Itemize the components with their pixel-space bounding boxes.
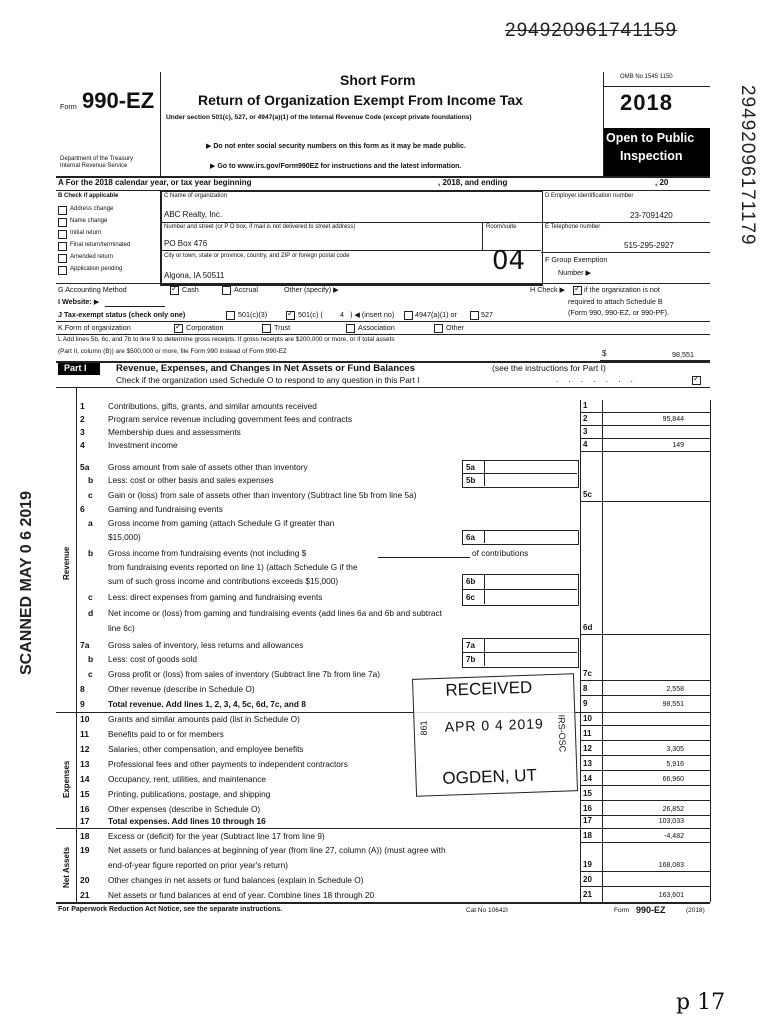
- final-return-label: Final return/terminated: [70, 242, 131, 248]
- received-stamp-title: RECEIVED: [445, 677, 533, 700]
- line-14-amount[interactable]: 66,960: [662, 776, 684, 783]
- amended-return-label: Amended return: [70, 254, 114, 260]
- form-subtitle: Under section 501(c), 527, or 4947(a)(1) of the Internal Revenue Code (except private foundations): [166, 114, 472, 121]
- association-label: Association: [358, 323, 395, 332]
- accrual-label: Accrual: [234, 285, 258, 294]
- line-8-desc: Other revenue (describe in Schedule O): [108, 684, 255, 694]
- footer-form-year: (2018): [686, 907, 705, 914]
- line-6b-desc-tail: of contributions: [472, 548, 529, 558]
- line-7b-box: 7b: [466, 655, 476, 664]
- other-org-checkbox[interactable]: [434, 324, 443, 333]
- scanned-stamp: SCANNED MAY 0 6 2019: [18, 490, 35, 675]
- org-name-value: ABC Realty, Inc.: [164, 210, 223, 219]
- 4947-checkbox[interactable]: [404, 311, 413, 320]
- line-7a-desc: Gross sales of inventory, less returns and allowances: [108, 640, 304, 650]
- trust-label: Trust: [274, 323, 291, 332]
- dept-line1: Department of the Treasury: [60, 156, 134, 162]
- line-2-amount[interactable]: 95,844: [662, 416, 684, 423]
- group-exemption-label: F Group Exemption: [545, 255, 608, 264]
- dept-line2: Internal Revenue Service: [60, 163, 128, 169]
- line-1-number: 1: [80, 401, 85, 411]
- gross-receipts-value: 98,551: [672, 350, 694, 359]
- instruction-website: ▶ Go to www.irs.gov/Form990EZ for instructions and the latest information.: [210, 163, 462, 170]
- received-stamp-side-left: 861: [418, 720, 429, 736]
- website-label: I Website: ▶: [58, 297, 100, 306]
- line-l-currency: $: [602, 349, 607, 358]
- line-2-number: 2: [80, 414, 85, 424]
- group-exemption-number-label: Number ▶: [558, 268, 592, 277]
- line-6-number: 6: [80, 504, 85, 514]
- line-19-amount[interactable]: 168,083: [658, 862, 684, 869]
- line-6-row: [0, 504, 770, 515]
- footer-form-label: Form: [614, 907, 630, 914]
- 501c-insert-label: ) ◀ (insert no): [350, 310, 395, 319]
- line-7a-row: [0, 640, 770, 651]
- line-3-box: 3: [583, 427, 588, 436]
- address-change-label: Address change: [70, 206, 114, 212]
- line-6b-row3: [0, 576, 770, 587]
- line-19-row: [0, 845, 770, 856]
- line-8-number: 8: [80, 684, 85, 694]
- line-6a-input-box[interactable]: [462, 530, 579, 545]
- footer-cat-number: Cat No 10642I: [466, 907, 508, 914]
- phone-value: 515-295-2927: [624, 241, 674, 250]
- received-stamp-date: APR 0 4 2019: [444, 715, 545, 735]
- line-6a-letter: a: [88, 518, 93, 528]
- line-l-text2: (Part II, column (B)) are $500,000 or more, file Form 990 instead of Form 990-EZ: [58, 348, 287, 355]
- line-2-box: 2: [583, 414, 588, 423]
- 501c3-label: 501(c)(3): [238, 310, 268, 319]
- line-7a-number: 7a: [80, 640, 90, 650]
- line-6b-desc2: from fundraising events reported on line 1) (attach Schedule G if the: [108, 562, 358, 572]
- 527-label: 527: [481, 310, 493, 319]
- line-13-row: [0, 759, 770, 770]
- 501c3-checkbox[interactable]: [226, 311, 235, 320]
- line-20-row: [0, 875, 770, 886]
- 4947-label: 4947(a)(1) or: [415, 310, 457, 319]
- amended-return-checkbox[interactable]: [58, 254, 67, 263]
- form-of-org-label: K Form of organization: [58, 323, 131, 332]
- line-11-box: 11: [583, 729, 592, 738]
- tax-exempt-status-label: J Tax-exempt status (check only one): [58, 310, 186, 319]
- org-name-label: C Name of organization: [164, 193, 228, 199]
- line-h-text2: required to attach Schedule B: [568, 297, 663, 306]
- line-12-number: 12: [80, 744, 90, 754]
- line-13-box: 13: [583, 759, 592, 768]
- line-1-desc: Contributions, gifts, grants, and similar amounts received: [108, 401, 317, 411]
- line-8-amount[interactable]: 2,558: [666, 686, 684, 693]
- line-5c-row: [0, 490, 770, 501]
- footer-form-number: 990-EZ: [636, 905, 666, 915]
- city-label: City or town, state or province, country, and ZIP or foreign postal code: [164, 253, 350, 259]
- initial-return-checkbox[interactable]: [58, 230, 67, 239]
- line-5b-letter: b: [88, 475, 94, 485]
- line-6d-row2: [0, 623, 770, 634]
- ein-label: D Employer identification number: [545, 193, 634, 199]
- line-l-text1: L Add lines 5b, 6c, and 7b to line 9 to determine gross receipts. If gross receipts are $200,000 or more, or if total assets: [58, 336, 395, 343]
- form-title: Return of Organization Exempt From Income Tax: [198, 92, 523, 108]
- line-18-number: 18: [80, 831, 90, 841]
- line-7c-row: [0, 669, 770, 680]
- line-4-row: [0, 440, 770, 451]
- cash-label: Cash: [182, 285, 199, 294]
- line-h-label: H Check ▶: [530, 285, 566, 294]
- line-13-number: 13: [80, 759, 90, 769]
- line-21-box: 21: [583, 890, 592, 899]
- line-21-number: 21: [80, 890, 90, 900]
- line-6c-box: 6c: [466, 593, 475, 602]
- line-12-desc: Salaries, other compensation, and employee benefits: [108, 744, 304, 754]
- part1-tag: Part I: [64, 363, 87, 373]
- trust-checkbox[interactable]: [262, 324, 271, 333]
- corporation-checkbox[interactable]: [174, 324, 183, 333]
- address-change-checkbox[interactable]: [58, 206, 67, 215]
- line-2-row: [0, 414, 770, 425]
- line-7b-letter: b: [88, 654, 94, 664]
- line-6c-desc: Less: direct expenses from gaming and fundraising events: [108, 592, 323, 602]
- line-6d-letter: d: [88, 608, 94, 618]
- line-10-number: 10: [80, 714, 90, 724]
- initial-return-label: Initial return: [70, 230, 102, 236]
- line-9-desc: Total revenue. Add lines 1, 2, 3, 4, 5c, 6d, 7c, and 8: [108, 699, 306, 709]
- line-h-text: if the organization is not: [584, 285, 660, 294]
- name-change-label: Name change: [70, 218, 108, 224]
- part1-title: Revenue, Expenses, and Changes in Net Assets or Fund Balances: [116, 363, 415, 374]
- tax-year: 2018: [620, 90, 673, 115]
- line-6a-row: [0, 518, 770, 529]
- received-stamp: [412, 673, 578, 797]
- line-9-row: [0, 699, 770, 710]
- line-2-desc: Program service revenue including government fees and contracts: [108, 414, 352, 424]
- line-8-box: 8: [583, 684, 588, 693]
- line-6b-letter: b: [88, 548, 94, 558]
- room-suite-label: Room/suite: [486, 224, 517, 230]
- line-h-text3: (Form 990, 990-EZ, or 990-PF).: [568, 308, 670, 317]
- 527-checkbox[interactable]: [470, 311, 479, 320]
- line-12-amount[interactable]: 3,305: [666, 746, 684, 753]
- line-16-desc: Other expenses (describe in Schedule O): [108, 804, 261, 814]
- line-18-box: 18: [583, 831, 592, 840]
- line-6c-letter: c: [88, 592, 93, 602]
- line-6d-desc2: line 6c): [108, 623, 135, 633]
- received-stamp-location: OGDEN, UT: [442, 765, 538, 788]
- line-18-row: [0, 831, 770, 842]
- dots-check-line: . . . . . . .: [556, 375, 637, 384]
- 501c-checkbox[interactable]: [286, 311, 295, 320]
- line-4-box: 4: [583, 440, 588, 449]
- open-to-public-label: Open to Public: [606, 131, 695, 145]
- line-6a-box: 6a: [466, 533, 475, 542]
- city-value: Algona, IA 50511: [164, 271, 225, 280]
- page-mark: p 17: [676, 990, 726, 1015]
- line-20-number: 20: [80, 875, 90, 885]
- line-10-row: [0, 714, 770, 725]
- line-8-row: [0, 684, 770, 695]
- line-4-desc: Investment income: [108, 440, 178, 450]
- line-15-desc: Printing, publications, postage, and shipping: [108, 789, 271, 799]
- line-20-desc: Other changes in net assets or fund balances (explain in Schedule O): [108, 875, 364, 885]
- line-7c-desc: Gross profit or (loss) from sales of inventory (Subtract line 7b from line 7a): [108, 669, 381, 679]
- line-3-number: 3: [80, 427, 85, 437]
- line-4-amount[interactable]: 149: [672, 442, 684, 449]
- line-4-number: 4: [80, 440, 85, 450]
- instruction-ssn: ▶ Do not enter social security numbers on this form as it may be made public.: [206, 143, 466, 150]
- line-1-row: [0, 401, 770, 412]
- line-a-mid: , 2018, and ending: [438, 178, 508, 187]
- street-value: PO Box 476: [164, 239, 208, 248]
- line-19-number: 19: [80, 845, 90, 855]
- net-assets-side-label: Net Assets: [62, 846, 71, 888]
- line-5c-box: 5c: [583, 490, 592, 499]
- line-7a-box: 7a: [466, 641, 475, 650]
- line-14-number: 14: [80, 774, 90, 784]
- line-14-box: 14: [583, 774, 592, 783]
- line-13-amount[interactable]: 5,916: [666, 761, 684, 768]
- accrual-checkbox[interactable]: [222, 286, 231, 295]
- revenue-side-label: Revenue: [62, 546, 71, 580]
- line-6c-row: [0, 592, 770, 603]
- line-6a-row2: [0, 532, 770, 543]
- corporation-label: Corporation: [186, 323, 224, 332]
- line-19-box: 19: [583, 860, 592, 869]
- line-19-desc: Net assets or fund balances at beginning of year (from line 27, column (A)) (must agree with: [108, 845, 446, 855]
- line-21-desc: Net assets or fund balances at end of year. Combine lines 18 through 20: [108, 890, 375, 900]
- line-11-row: [0, 729, 770, 740]
- footer-paperwork-notice: For Paperwork Reduction Act Notice, see the separate instructions.: [58, 906, 283, 913]
- section-b-label: B Check if applicable: [58, 193, 119, 199]
- line-17-desc: Total expenses. Add lines 10 through 16: [108, 816, 266, 826]
- line-15-number: 15: [80, 789, 90, 799]
- line-16-row: [0, 804, 770, 815]
- line-a-end: , 20: [655, 178, 669, 187]
- line-6b-6c-input-box[interactable]: [462, 574, 579, 606]
- line-3-desc: Membership dues and assessments: [108, 427, 241, 437]
- line-16-box: 16: [583, 804, 592, 813]
- line-21-amount[interactable]: 163,601: [658, 892, 684, 899]
- line-13-desc: Professional fees and other payments to independent contractors: [108, 759, 348, 769]
- line-5a-row: [0, 462, 770, 473]
- line-6d-desc: Net income or (loss) from gaming and fundraising events (add lines 6a and 6b and subtract: [108, 608, 442, 618]
- line-6d-row: [0, 608, 770, 619]
- schedule-o-check-line: Check if the organization used Schedule O to respond to any question in this Part I: [116, 375, 420, 385]
- ein-value: 23-7091420: [630, 211, 673, 220]
- line-7a-7b-input-box[interactable]: [462, 638, 579, 668]
- line-6b-desc: Gross income from fundraising events (not including $: [108, 548, 307, 558]
- line-11-desc: Benefits paid to or for members: [108, 729, 224, 739]
- line-9-amount[interactable]: 98,551: [662, 701, 684, 708]
- other-org-label: Other: [446, 323, 464, 332]
- line-17-number: 17: [80, 816, 90, 826]
- line-11-number: 11: [80, 729, 89, 739]
- line-10-box: 10: [583, 714, 592, 723]
- form-prefix: Form: [60, 102, 77, 111]
- received-stamp-side-right: IRS-OSC: [556, 714, 568, 753]
- line-5b-desc: Less: cost or other basis and sales expenses: [108, 475, 274, 485]
- line-17-box: 17: [583, 816, 592, 825]
- line-21-row: [0, 890, 770, 901]
- line-12-box: 12: [583, 744, 592, 753]
- line-10-desc: Grants and similar amounts paid (list in Schedule O): [108, 714, 300, 724]
- line-5b-row: [0, 475, 770, 486]
- cash-checkbox[interactable]: [170, 286, 179, 295]
- line-6a-desc2: $15,000): [108, 532, 141, 542]
- line-12-row: [0, 744, 770, 755]
- line-5c-letter: c: [88, 490, 93, 500]
- association-checkbox[interactable]: [346, 324, 355, 333]
- application-pending-label: Application pending: [70, 266, 123, 272]
- line-5c-desc: Gain or (loss) from sale of assets other than inventory (Subtract line 5b from line 5a): [108, 490, 417, 500]
- form-number: 990-EZ: [82, 88, 155, 113]
- line-7b-row: [0, 654, 770, 665]
- application-pending-checkbox[interactable]: [58, 266, 67, 275]
- line-1-box: 1: [583, 401, 588, 410]
- part1-title-note: (see the instructions for Part I): [492, 363, 606, 373]
- line-a-label: A For the 2018 calendar year, or tax year beginning: [58, 178, 252, 187]
- line-7c-box: 7c: [583, 669, 592, 678]
- title-short-form: Short Form: [340, 72, 416, 88]
- expenses-side-label: Expenses: [62, 760, 71, 798]
- line-6b-row2: [0, 562, 770, 573]
- line-6-desc: Gaming and fundraising events: [108, 504, 223, 514]
- line-5a-box: 5a: [466, 463, 475, 472]
- side-stamp-number: 29492096171179: [737, 85, 758, 246]
- schedule-b-checkbox[interactable]: [573, 286, 582, 295]
- line-5a-5b-input-box[interactable]: [462, 460, 579, 488]
- line-9-box: 9: [583, 699, 588, 708]
- line-3-row: [0, 427, 770, 438]
- line-6a-desc: Gross income from gaming (attach Schedule G if greater than: [108, 518, 335, 528]
- line-16-number: 16: [80, 804, 90, 814]
- handwritten-04: 04: [492, 246, 526, 276]
- line-5a-number: 5a: [80, 462, 90, 472]
- line-14-row: [0, 774, 770, 785]
- line-20-box: 20: [583, 875, 592, 884]
- line-5a-desc: Gross amount from sale of assets other than inventory: [108, 462, 308, 472]
- 501c-label: 501(c) (: [298, 310, 323, 319]
- other-method-label: Other (specify) ▶: [284, 285, 339, 294]
- line-5b-box: 5b: [466, 476, 476, 485]
- phone-label: E Telephone number: [545, 224, 601, 230]
- name-change-checkbox[interactable]: [58, 218, 67, 227]
- street-label: Number and street (or P O box, if mail is not delivered to street address): [164, 224, 356, 230]
- line-17-row: [0, 816, 770, 827]
- line-6d-box: 6d: [583, 623, 593, 632]
- line-17-amount[interactable]: 103,033: [658, 818, 684, 825]
- line-14-desc: Occupancy, rent, utilities, and maintenance: [108, 774, 267, 784]
- inspection-label: Inspection: [620, 149, 683, 163]
- line-6b-desc3: sum of such gross income and contributions exceeds $15,000): [108, 576, 339, 586]
- accounting-method-label: G Accounting Method: [58, 285, 127, 294]
- line-15-row: [0, 789, 770, 800]
- line-7c-letter: c: [88, 669, 93, 679]
- line-9-number: 9: [80, 699, 85, 709]
- line-6b-box: 6b: [466, 577, 476, 586]
- line-15-box: 15: [583, 789, 592, 798]
- line-19-desc2: end-of-year figure reported on prior year's return): [108, 860, 289, 870]
- line-19-row2: [0, 860, 770, 871]
- line-7b-desc: Less: cost of goods sold: [108, 654, 198, 664]
- line-18-amount[interactable]: -4,482: [664, 833, 684, 840]
- line-16-amount[interactable]: 26,852: [662, 806, 684, 813]
- 501c-number: 4: [340, 310, 344, 319]
- final-return-checkbox[interactable]: [58, 242, 67, 251]
- schedule-o-checkbox[interactable]: [692, 376, 701, 385]
- line-18-desc: Excess or (deficit) for the year (Subtract line 17 from line 9): [108, 831, 325, 841]
- top-stamp-number: 294920961741159: [505, 20, 678, 41]
- omb-number: OMB No 1545 1150: [620, 74, 673, 80]
